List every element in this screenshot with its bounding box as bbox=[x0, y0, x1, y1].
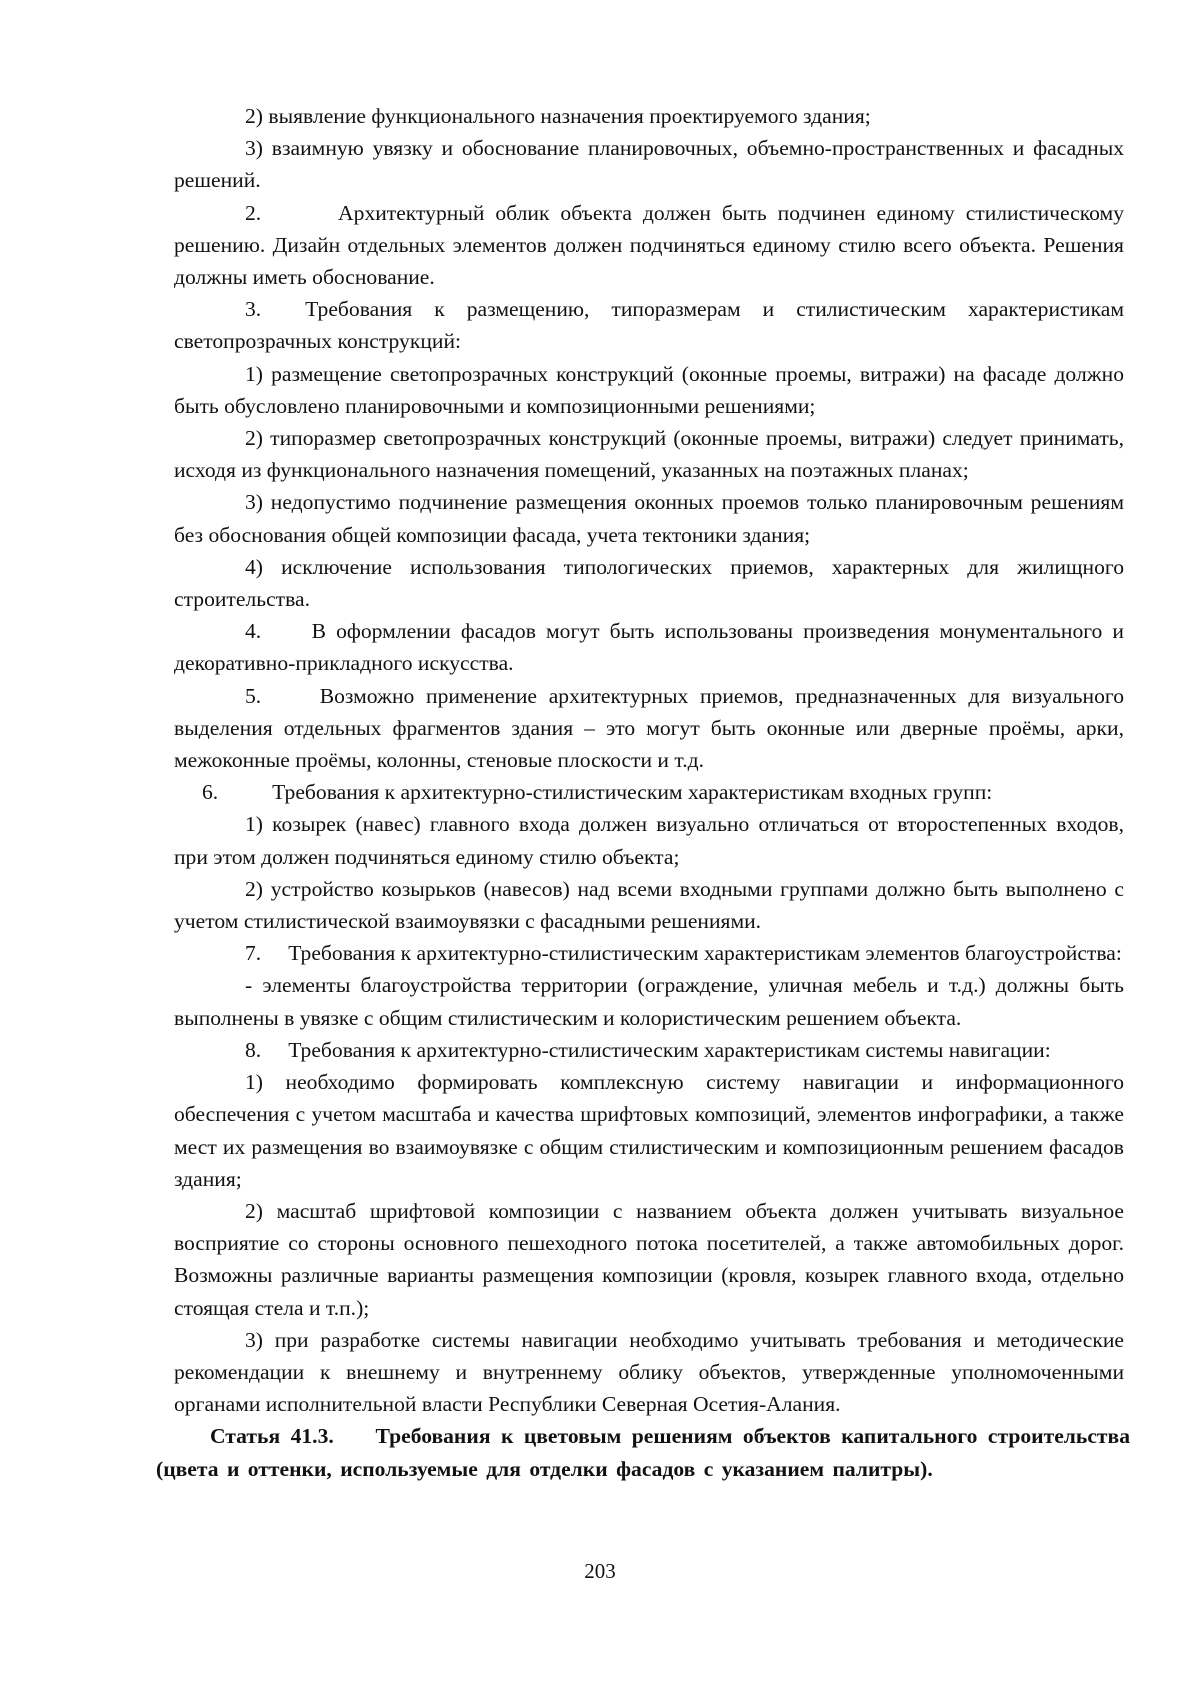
paragraph-item-6-entrance-groups: 6. Требования к архитектурно-стилистическим характеристикам входных групп: bbox=[202, 780, 993, 805]
paragraph-item-3-translucent-structures: 3. Требования к размещению, типоразмерам и стилистическим характеристикам светопрозрачных конструкций: bbox=[174, 297, 1124, 354]
paragraph-mutual-linkage: 3) взаимную увязку и обоснование планировочных, объемно-пространственных и фасадных решений. bbox=[174, 136, 1124, 193]
page-number: 203 bbox=[584, 1559, 616, 1583]
paragraph-main-canopy: 1) козырек (навес) главного входа должен визуально отличаться от второстепенных входов, при этом должен подчиняться единому стилю объекта; bbox=[174, 812, 1124, 869]
paragraph-landscaping-elements: - элементы благоустройства территории (ограждение, уличная мебель и т.д.) должны быть выполнены в увязке с общим стилистическим и колористическим решением объекта. bbox=[174, 973, 1124, 1030]
paragraph-navigation-requirements: 3) при разработке системы навигации необходимо учитывать требования и методические рекомендации к внешнему и внутреннему облику объектов, утвержденные уполномоченными органами исполнительной власти Республики Северная Осетия-Алания. bbox=[174, 1327, 1124, 1417]
paragraph-translucent-sizes: 2) типоразмер светопрозрачных конструкций (оконные проемы, витражи) следует принимать, исходя из функционального назначения помещений, указанных на поэтажных планах; bbox=[174, 426, 1124, 483]
paragraph-navigation-system: 1) необходимо формировать комплексную систему навигации и информационного обеспечения с учетом масштаба и качества шрифтовых композиций, элементов инфографики, а также мест их размещения во взаимоувязке с общим стилистическим и композиционным решением фасадов здания; bbox=[174, 1070, 1124, 1191]
article-heading: Статья 41.3. Требования к цветовым решениям объектов капитального строительства (цвета и оттенки, используемые для отделки фасадов с указанием палитры). bbox=[156, 1424, 1130, 1481]
document-page bbox=[156, 100, 1130, 1485]
paragraph-typological-exclusion: 4) исключение использования типологических приемов, характерных для жилищного строительства. bbox=[174, 554, 1124, 612]
paragraph-canopies-linkage: 2) устройство козырьков (навесов) над всеми входными группами должно быть выполнено с учетом стилистической взаимоувязки с фасадными решениями. bbox=[174, 876, 1124, 934]
paragraph-font-composition-scale: 2) масштаб шрифтовой композиции с названием объекта должен учитывать визуальное восприятие со стороны основного пешеходного потока посетителей, а также автомобильных дорог. Возможны различные варианты размещения композиции (кровля, козырек главного входа, отдельно стоящая стела и т.п.); bbox=[174, 1198, 1124, 1320]
paragraph-item-4-facade-art: 4. В оформлении фасадов могут быть использованы произведения монументального и декоративно-прикладного искусства. bbox=[174, 619, 1124, 676]
paragraph-item-5-architectural-techniques: 5. Возможно применение архитектурных приемов, предназначенных для визуального выделения отдельных фрагментов здания – это могут быть оконные или дверные проёмы, арки, межоконные проёмы, колонны, стеновые плоскости и т.д. bbox=[174, 683, 1124, 773]
paragraph-item-2-architectural-appearance: 2. Архитектурный облик объекта должен быть подчинен единому стилистическому решению. Дизайн отдельных элементов должен подчиняться единому стилю всего объекта. Решения должны иметь обоснование. bbox=[174, 200, 1124, 290]
paragraph-item-8-navigation: 8. Требования к архитектурно-стилистическим характеристикам системы навигации: bbox=[245, 1037, 1051, 1062]
paragraph-window-placement: 3) недопустимо подчинение размещения оконных проемов только планировочным решениям без обоснования общей композиции фасада, учета тектоники здания; bbox=[174, 490, 1124, 547]
paragraph-item-7-landscaping: 7. Требования к архитектурно-стилистическим характеристикам элементов благоустройства: bbox=[245, 941, 1122, 966]
paragraph-translucent-placement: 1) размещение светопрозрачных конструкций (оконные проемы, витражи) на фасаде должно быть обусловлено планировочными и композиционными решениями; bbox=[174, 361, 1124, 418]
paragraph-purpose-identification: 2) выявление функционального назначения проектируемого здания; bbox=[245, 104, 871, 128]
